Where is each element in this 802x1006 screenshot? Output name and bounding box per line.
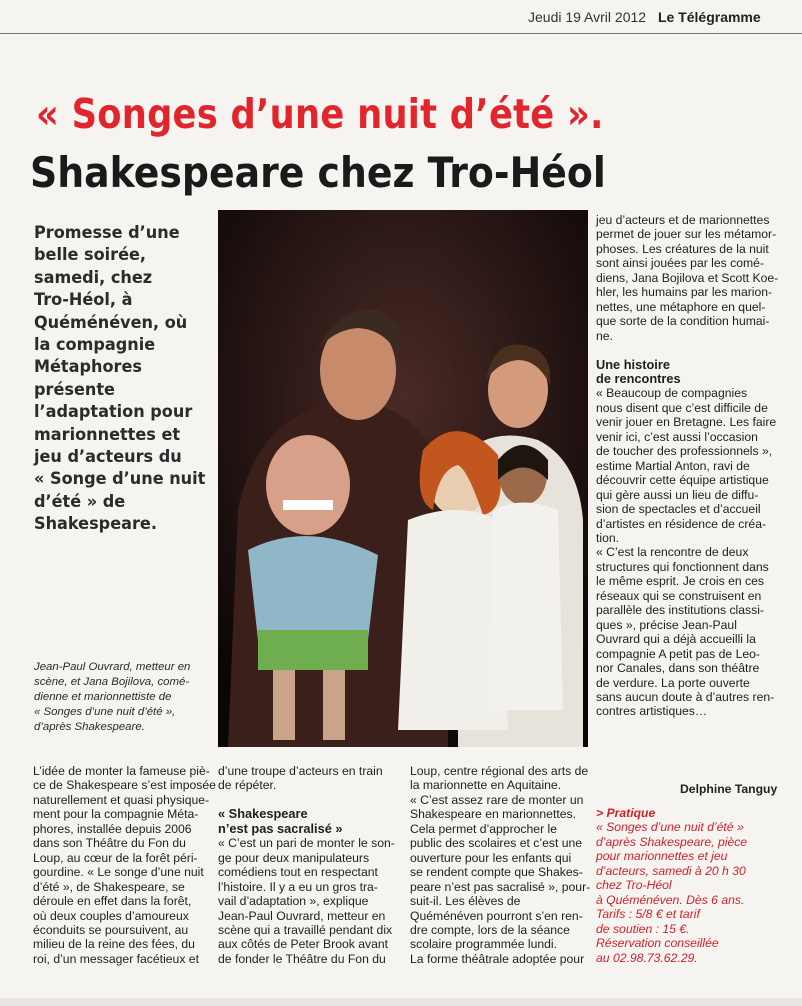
text-line: roi, d’un messager facétieux et: [33, 951, 199, 966]
text-line: vail d’adaptation », explique: [218, 894, 369, 909]
text-line: dre compte, lors de la séance: [410, 922, 570, 937]
text-line: hler, les humains par les marion-: [596, 285, 773, 300]
text-line: L’idée de monter la fameuse piè-: [33, 764, 210, 778]
practical-info-line: de soutien : 15 €.: [596, 921, 690, 936]
lead-line: « Songe d’une nuit: [34, 469, 206, 489]
text-line: de toucher des professionnels »,: [596, 444, 773, 459]
page-header: [528, 9, 761, 25]
text-line: La forme théâtrale adoptée pour: [410, 951, 585, 966]
article-column-1: [33, 764, 216, 966]
text-line: ques », précise Jean-Paul: [596, 617, 737, 632]
practical-info-line: Tarifs : 5/8 € et tarif: [596, 907, 700, 922]
lead-line: jeu d’acteurs du: [34, 447, 182, 467]
text-line: « C’est assez rare de monter un: [410, 792, 584, 807]
text-line: structures qui fonctionnent dans: [596, 559, 769, 574]
page-bottom-edge: [0, 998, 802, 1006]
text-line: scène qui a travaillé pendant dix: [218, 922, 393, 937]
lead-line: samedi, chez: [34, 267, 153, 287]
lead-line: Promesse d’une: [34, 223, 180, 242]
text-line: n’est pas sacralisé »: [218, 820, 343, 836]
text-line: Cela permet d’approcher le: [410, 821, 558, 836]
text-line: tion.: [596, 530, 620, 545]
text-line: Jean-Paul Ouvrard, metteur en: [218, 908, 386, 923]
practical-info-line: d’acteurs, samedi à 20 h 30: [596, 863, 746, 878]
text-line: nous disent que c’est difficile de: [596, 400, 768, 415]
caption-line: Jean-Paul Ouvrard, metteur en: [34, 661, 191, 673]
text-line: scolaire programmée lundi.: [410, 937, 557, 952]
text-line: d’artistes en résidence de créa-: [596, 516, 767, 531]
text-line: peare n’est pas sacralisé », pour-: [410, 879, 591, 894]
text-line: Loup, au cœur de la forêt péri-: [33, 850, 198, 865]
text-line: naturellement et quasi physique-: [33, 792, 210, 807]
text-line: sans aucun doute à d’autres ren-: [596, 689, 775, 704]
text-line: jeu d’acteurs et de marionnettes: [596, 213, 770, 227]
text-line: Loup, centre régional des arts de: [410, 764, 589, 778]
text-line: ne.: [596, 328, 613, 343]
text-line: que sorte de la condition humai-: [596, 314, 770, 329]
text-line: comédiens tout en respectant: [218, 865, 378, 880]
caption-line: « Songes d’une nuit d’été »,: [34, 706, 176, 718]
text-line: ce de Shakespeare s’est imposée: [33, 778, 216, 793]
lead-line: d’été » de: [34, 491, 126, 511]
text-line: l’histoire. Il y a eu un gros tra-: [218, 879, 378, 894]
newspaper-name: Le Télégramme: [657, 9, 761, 25]
text-line: sont ainsi jouées par les comé-: [596, 256, 765, 271]
text-line: de verdure. La porte ouverte: [596, 675, 750, 690]
photo-illustration: [218, 210, 588, 747]
text-line: « Shakespeare: [218, 806, 308, 822]
practical-info-line: chez Tro-Héol: [596, 878, 672, 893]
practical-info-line: au 02.98.73.62.29.: [596, 950, 698, 965]
practical-info-line: Réservation conseillée: [596, 936, 719, 951]
header-rule: [0, 33, 802, 34]
text-line: dans son Théâtre du Fon du: [33, 836, 186, 851]
text-line: [596, 343, 782, 357]
text-line: gourdine. « Le songe d’une nuit: [33, 865, 204, 880]
text-line: [218, 793, 390, 807]
text-line: de fonder le Théâtre du Fon du: [218, 951, 386, 966]
text-line: diens, Jana Bojilova et Scott Koe-: [596, 270, 779, 285]
lead-paragraph: [34, 222, 212, 536]
caption-line: dienne et marionnettiste de: [34, 691, 172, 703]
text-line: aux côtés de Peter Brook avant: [218, 937, 389, 952]
text-line: de rencontres: [596, 370, 681, 386]
lead-line: l’adaptation pour: [34, 402, 193, 422]
caption-line: d’après Shakespeare.: [34, 721, 145, 733]
text-line: « C’est un pari de monter le son-: [218, 836, 395, 851]
lead-line: Métaphores: [34, 357, 142, 377]
text-line: qui gère aussi un lieu de diffu-: [596, 487, 759, 502]
article-column-3: [410, 764, 591, 966]
text-line: Quéménéven pourront s’en ren-: [410, 908, 583, 923]
text-line: nettes, une métaphore en quel-: [596, 299, 766, 314]
text-line: nor Canales, dans son théâtre: [596, 661, 760, 676]
text-line: le même esprit. Je crois en ces: [596, 574, 764, 589]
text-line: réseaux qui se construisent en: [596, 588, 762, 603]
text-line: suit-il. Les élèves de: [410, 894, 521, 909]
text-line: ouverture pour les enfants qui: [410, 850, 572, 865]
practical-info-line: à Quéménéven. Dès 6 ans.: [596, 892, 745, 907]
text-line: découvrir cette équipe artistique: [596, 473, 769, 488]
caption-line: scène, et Jana Bojilova, comé-: [34, 676, 190, 688]
text-line: venir ici, c’est aussi l’occasion: [596, 429, 758, 444]
article-column-right: [596, 213, 782, 719]
text-line: ge pour deux manipulateurs: [218, 850, 370, 865]
lead-line: marionnettes et: [34, 424, 181, 444]
text-line: phores, installée depuis 2006: [33, 821, 192, 836]
text-line: où deux couples d’amoureux: [33, 908, 189, 923]
practical-info-line: pour marionnettes et jeu: [596, 849, 728, 864]
text-line: se rendent compte que Shakes-: [410, 865, 583, 880]
text-line: Une histoire: [596, 356, 670, 372]
text-line: public des scolaires et c’est une: [410, 836, 583, 851]
text-line: d’une troupe d’acteurs en train: [218, 764, 383, 778]
practical-info-line: d’après Shakespeare, pièce: [596, 834, 748, 849]
text-line: permet de jouer sur les métamor-: [596, 227, 777, 242]
text-line: estime Martial Anton, ravi de: [596, 458, 750, 473]
practical-info-box: [596, 806, 786, 965]
text-line: d’été », de Shakespeare, se: [33, 879, 185, 894]
text-line: « C’est la rencontre de deux: [596, 545, 749, 560]
text-line: déroule en effet dans la forêt,: [33, 894, 192, 909]
headline-subtitle: Shakespeare chez Tro-Héol: [30, 148, 606, 197]
text-line: compagnie A petit pas de Leo-: [596, 646, 760, 661]
text-line: ment pour la compagnie Méta-: [33, 807, 199, 822]
text-line: milieu de la reine des fées, du: [33, 937, 195, 952]
text-line: Shakespeare en marionnettes.: [410, 807, 576, 822]
lead-line: Tro-Héol, à: [34, 290, 133, 310]
photo-caption: [34, 660, 214, 735]
lead-line: belle soirée,: [34, 245, 147, 265]
text-line: de répéter.: [218, 778, 277, 793]
text-line: phoses. Les créatures de la nuit: [596, 241, 769, 256]
text-line: parallèle des institutions classi-: [596, 603, 764, 618]
text-line: sion de spectacles et d’accueil: [596, 502, 761, 517]
practical-info-heading: > Pratique: [596, 806, 656, 820]
lead-line: la compagnie: [34, 335, 156, 355]
author-signature: Delphine Tanguy: [680, 782, 778, 796]
practical-info-line: « Songes d’une nuit d’été »: [596, 820, 744, 835]
text-line: « Beaucoup de compagnies: [596, 386, 748, 401]
headline-title: « Songes d’une nuit d’été ».: [36, 90, 604, 138]
text-line: venir jouer en Bretagne. Les faire: [596, 415, 777, 430]
text-line: éconduits se poursuivent, au: [33, 922, 189, 937]
practical-info-lines: [596, 820, 786, 965]
text-line: contres artistiques…: [596, 704, 708, 719]
text-line: Ouvrard qui a déjà accueilli la: [596, 632, 756, 647]
lead-line: Quéménéven, où: [34, 312, 188, 332]
text-line: la marionnette en Aquitaine.: [410, 778, 562, 793]
article-column-2: [218, 764, 395, 966]
lead-line: Shakespeare.: [34, 514, 157, 534]
date: Jeudi 19 Avril 2012: [528, 9, 647, 25]
lead-line: présente: [34, 379, 115, 399]
article-photo: [218, 210, 588, 747]
